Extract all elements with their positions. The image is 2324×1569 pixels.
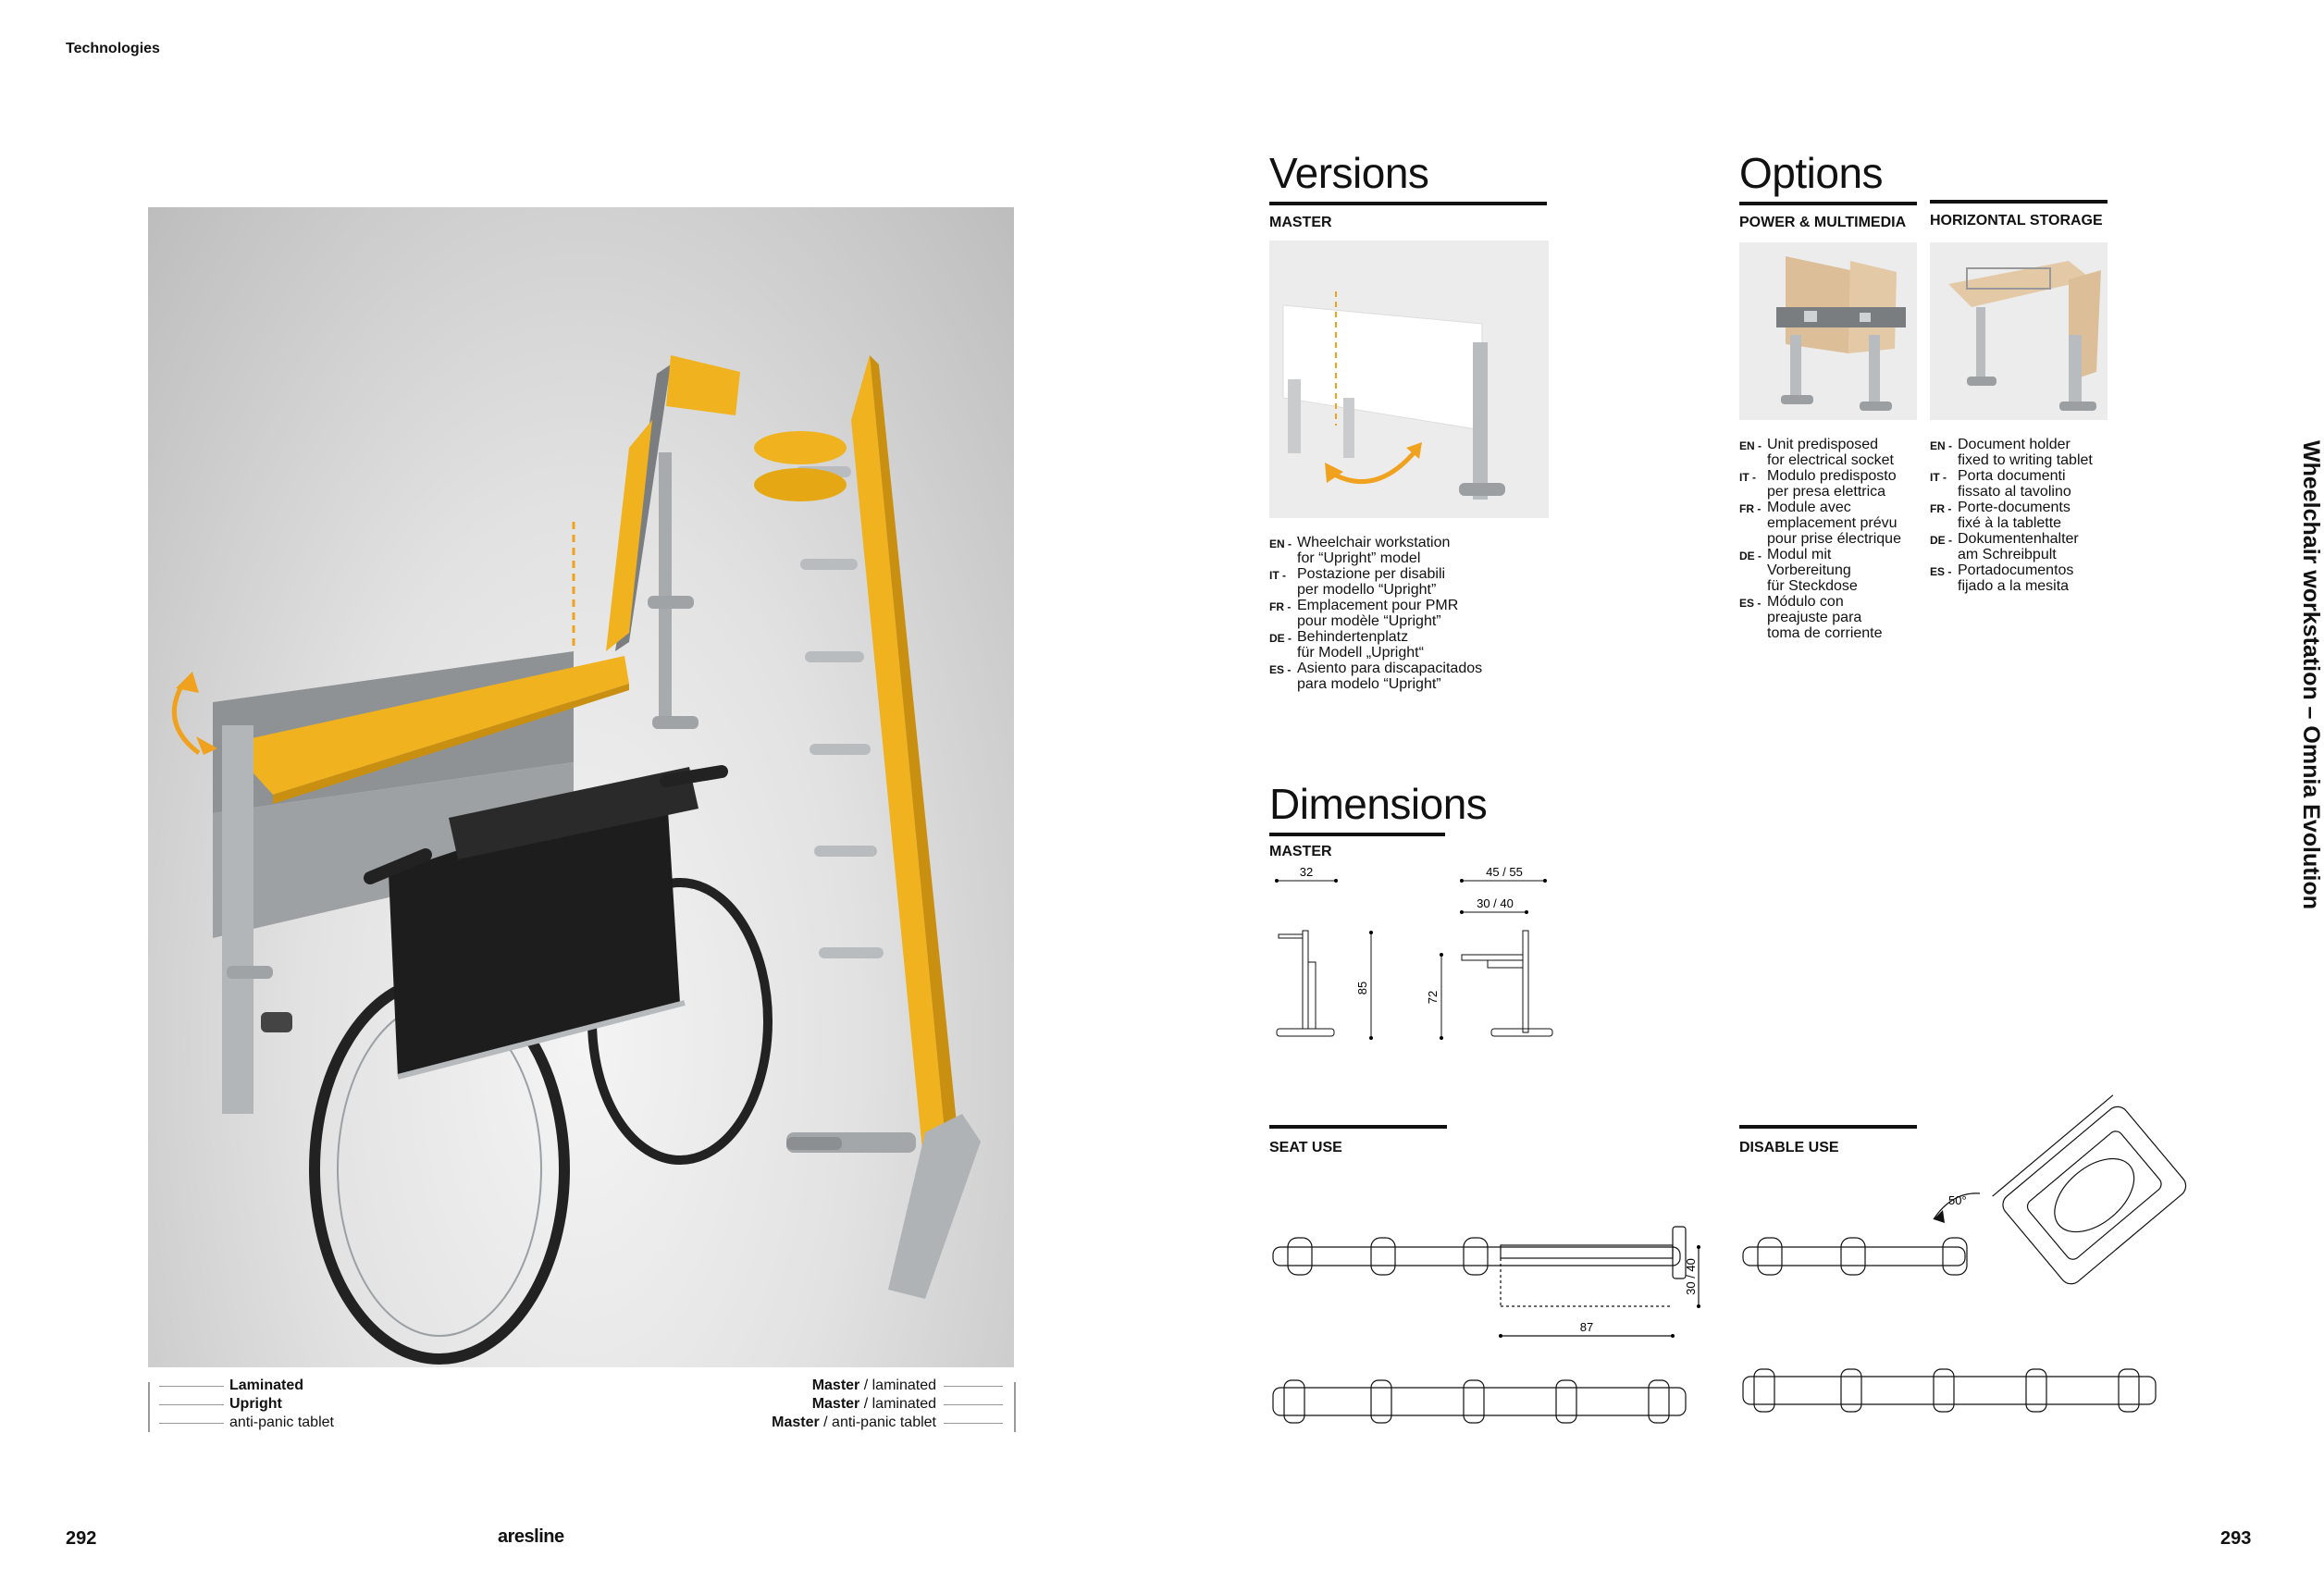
option-storage-subtitle: HORIZONTAL STORAGE <box>1930 213 2103 229</box>
caption-row: EN - Wheelchair workstation for “Upright” model <box>1269 535 1451 566</box>
caption-row: IT - Postazione per disabili per modello “Upright” <box>1269 566 1446 598</box>
option-power-subtitle: POWER & MULTIMEDIA <box>1739 215 1907 230</box>
product-photo <box>148 207 1014 1367</box>
svg-text:72: 72 <box>1426 990 1440 1005</box>
caption-row: EN - Unit predisposed for electrical socket <box>1739 437 1894 468</box>
caption-row: DE - Modul mit Vorbereitung für Steckdose <box>1739 547 1858 594</box>
photo-legend-left <box>229 1377 334 1432</box>
legend-right-item: Master / anti-panic tablet <box>772 1415 936 1430</box>
svg-text:30 / 40: 30 / 40 <box>1477 896 1514 910</box>
dimensions-title: Dimensions <box>1269 779 1445 836</box>
versions-master-image <box>1269 241 1549 518</box>
caption-row: DE - Dokumentenhalter am Schreibpult <box>1930 531 2079 562</box>
caption-row: ES - Portadocumentos fijado a la mesita <box>1930 562 2074 594</box>
versions-title: Versions <box>1269 148 1547 205</box>
legend-left-item: Upright <box>229 1396 282 1412</box>
svg-text:50°: 50° <box>1948 1193 1967 1207</box>
caption-row: FR - Emplacement pour PMR pour modèle “Upright” <box>1269 598 1459 629</box>
svg-text:87: 87 <box>1579 1320 1594 1334</box>
disable-use-drawing <box>1739 1081 2239 1451</box>
seat-use-subtitle: SEAT USE <box>1269 1140 1342 1155</box>
caption-row: DE - Behindertenplatz für Modell „Upright“ <box>1269 629 1424 661</box>
dimensions-subtitle: MASTER <box>1269 844 1332 859</box>
option-storage-captions <box>1930 437 2093 594</box>
disable-use-subtitle: DISABLE USE <box>1739 1140 1839 1155</box>
photo-legend-right <box>772 1377 936 1432</box>
option-power-image <box>1739 242 1917 420</box>
legend-left-item: anti-panic tablet <box>229 1415 334 1430</box>
page-number-left: 292 <box>66 1528 97 1549</box>
option-power-captions <box>1739 437 1901 641</box>
caption-row: FR - Module avec emplacement prévu pour prise électrique <box>1739 500 1901 547</box>
caption-row: IT - Porta documenti fissato al tavolino <box>1930 468 2071 500</box>
caption-row: IT - Modulo predisposto per presa elettrica <box>1739 468 1897 500</box>
side-title: Wheelchair workstation – Omnia Evolution <box>2298 440 2324 910</box>
versions-subtitle: MASTER <box>1269 215 1332 230</box>
caption-row: EN - Document holder fixed to writing tablet <box>1930 437 2093 468</box>
legend-right-item: Master / laminated <box>811 1396 936 1412</box>
page-number-right: 293 <box>2220 1528 2252 1549</box>
caption-row: FR - Porte-documents fixé à la tablette <box>1930 500 2071 531</box>
dimension-drawings <box>1269 860 1565 1110</box>
legend-left-item: Laminated <box>229 1378 304 1393</box>
svg-text:32: 32 <box>1299 865 1314 879</box>
options-title: Options <box>1739 148 1917 205</box>
versions-captions <box>1269 535 1482 692</box>
caption-row: ES - Módulo con preajuste para toma de corriente <box>1739 594 1883 641</box>
svg-text:30 / 40: 30 / 40 <box>1684 1258 1698 1295</box>
svg-text:45 / 55: 45 / 55 <box>1486 865 1523 879</box>
option-storage-image <box>1930 242 2108 420</box>
caption-row: ES - Asiento para discapacitados para modelo “Upright” <box>1269 661 1483 692</box>
svg-text:85: 85 <box>1355 981 1369 995</box>
seat-use-drawing <box>1269 1203 1713 1443</box>
legend-right-item: Master / laminated <box>811 1378 936 1393</box>
section-tag: Technologies <box>66 41 160 56</box>
brand-logo: aresline <box>498 1526 564 1547</box>
